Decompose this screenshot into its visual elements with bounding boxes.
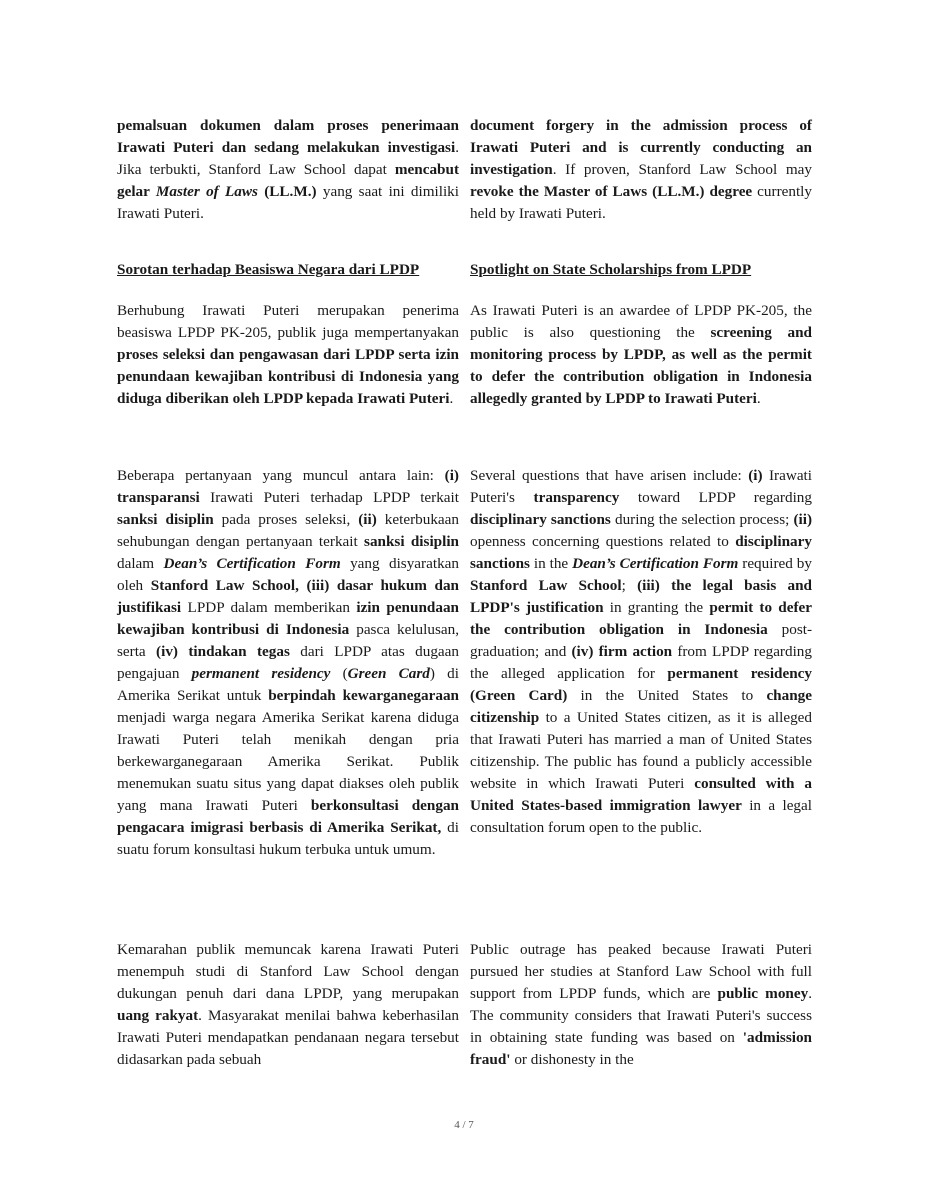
left-paragraph-4 [117,939,459,1071]
text-run: transparency [533,489,620,506]
text-run: transparansi [117,489,200,506]
text-run: yang saat ini dimiliki Irawati Puteri. [117,183,459,222]
text-run: Dean’s Certification Form [163,555,341,572]
right-paragraph-3 [470,465,812,839]
text-run: in granting the [603,599,710,616]
text-run: uang rakyat [117,1007,199,1024]
text-run: revoke the Master of Laws (LL.M.) degree [470,183,753,200]
text-run: Kemarahan publik memuncak karena Irawati Puteri menempuh studi di Stanford Law School dengan dukungan penuh dari dana LPDP, yang merupakan [117,941,459,1002]
text-run: sanksi disiplin [117,511,214,528]
page-number: 4 / 7 [454,1119,474,1131]
text-run: screening and monitoring process by LPDP, as well as the permit to defer the contribution obligation in Indonesia allegedly granted by LPDP to Irawati Puteri [470,324,812,407]
text-run: . The community considers that Irawati Puteri's success in obtaining state funding was based on [470,985,812,1046]
text-run: Irawati Puteri's [470,467,812,506]
text-run: Several questions that have arisen include: [470,467,749,484]
text-run: pemalsuan dokumen dalam proses penerimaan Irawati Puteri dan sedang melakukan investigasi [117,117,459,156]
text-run: Beberapa pertanyaan yang muncul antara lain: [117,467,445,484]
text-run: ( [330,665,348,682]
right-section-heading: Spotlight on State Scholarships from LPDP [470,261,752,278]
text-run: (iv) firm action [571,643,673,660]
text-run: during the selection process; [610,511,794,528]
text-run: document forgery in the admission process of Irawati Puteri and is currently conducting an investigation [470,117,812,178]
text-run: permanent residency (Green Card) [470,665,813,704]
text-run: or dishonesty in the [510,1051,634,1068]
text-run: LL.M. [269,183,312,200]
text-run: currently held by Irawati Puteri. [470,183,812,222]
right-paragraph-4 [470,939,812,1071]
text-run: LPDP dalam memberikan [181,599,357,616]
text-run: Dean’s Certification Form [572,555,739,572]
text-run: izin penundaan kewajiban kontribusi di Indonesia [117,599,459,638]
text-run: . [449,390,454,407]
text-run: to a United States citizen, as it is alleged that Irawati Puteri has married a man of United States citizenship. The public has found a publicly accessible website in which Irawati Puteri [470,709,812,792]
text-run: disciplinary sanctions [470,533,812,572]
text-run: (i) [444,467,459,484]
text-run: openness concerning questions related to [470,533,736,550]
text-run: yang disyaratkan oleh [117,555,459,594]
right-paragraph-2 [470,300,812,410]
text-run: permit to defer the contribution obligation in Indonesia [470,599,812,638]
text-run: berkonsultasi dengan pengacara imigrasi berbasis di Amerika Serikat, [117,797,459,836]
text-run: Berhubung Irawati Puteri merupakan penerima beasiswa LPDP PK-205, publik juga mempertanyakan [117,302,459,341]
text-run: ; [621,577,638,594]
text-run: Green Card [347,665,430,682]
text-run: mencabut gelar [117,161,459,200]
text-run: dari LPDP atas dugaan pengajuan [117,643,460,682]
left-section-heading: Sorotan terhadap Beasiswa Negara dari LPDP [117,261,420,278]
text-run: change citizenship [470,687,812,726]
text-run: pasca kelulusan, serta [117,621,459,660]
text-run: Irawati Puteri terhadap LPDP terkait [199,489,459,506]
text-run: pada proses seleksi, [213,511,359,528]
text-run: Master of Laws [155,183,258,200]
text-run: (i) [748,467,763,484]
text-run: Public outrage has peaked because Irawati Puteri pursued her studies at Stanford Law School with full support from LPDP funds, which are [470,941,812,1002]
text-run: (ii) [793,511,813,528]
text-run: berpindah kewarganegaraan [268,687,459,704]
text-run: As Irawati Puteri is an awardee of LPDP PK-205, the public is also questioning the [470,302,812,341]
text-run: (iii) the legal basis and LPDP's justification [470,577,812,616]
text-run: (ii) [358,511,377,528]
text-run: in the United States to [567,687,767,704]
text-run: . Masyarakat menilai bahwa keberhasilan Irawati Puteri mendapatkan pendanaan negara tersebut didasarkan pada sebuah [117,1007,459,1068]
left-paragraph-2 [117,300,459,410]
text-run: Stanford Law School [470,577,622,594]
text-run: permanent residency [191,665,331,682]
right-paragraph-1 [470,115,812,225]
text-run: proses seleksi dan pengawasan dari LPDP serta izin penundaan kewajiban kontribusi di Indonesia yang diduga diberikan oleh LPDP kepada Irawati Puteri [117,346,459,407]
text-run: consulted with a United States-based immigration lawyer [470,775,812,814]
text-run: sanksi disiplin [364,533,459,550]
text-run: disciplinary sanctions [470,511,611,528]
text-run: dalam [117,555,164,572]
text-run: di suatu forum konsultasi hukum terbuka untuk umum. [117,819,459,858]
text-run: Stanford Law School, (iii) dasar hukum dan justifikasi [117,577,460,616]
text-run: menjadi warga negara Amerika Serikat karena diduga Irawati Puteri telah menikah dengan pria berkewarganegaraan Amerika Serikat. Publik menemukan suatu situs yang dapat diakses oleh publik yang mana Irawati Puteri [117,709,459,814]
text-run: 'admission fraud' [470,1029,812,1068]
text-run: public money [717,985,809,1002]
text-run: in the [529,555,573,572]
text-run: . If proven, Stanford Law School may [552,161,812,178]
left-paragraph-1 [117,115,459,225]
text-run: required by [738,555,812,572]
text-run: . Jika terbukti, Stanford Law School dapat [117,139,459,178]
text-run: ( [257,183,270,200]
text-run: keterbukaan sehubungan dengan pertanyaan terkait [117,511,459,550]
text-run: . [756,390,761,407]
left-paragraph-3 [117,465,459,861]
text-run: from LPDP regarding the alleged application for [470,643,812,682]
text-run: ) [311,183,317,200]
text-run: post-graduation; and [470,621,813,660]
text-run: (iv) tindakan tegas [156,643,290,660]
text-run: toward LPDP regarding [619,489,812,506]
text-run: in a legal consultation forum open to the public. [470,797,812,836]
text-run: ) di Amerika Serikat untuk [117,665,459,704]
